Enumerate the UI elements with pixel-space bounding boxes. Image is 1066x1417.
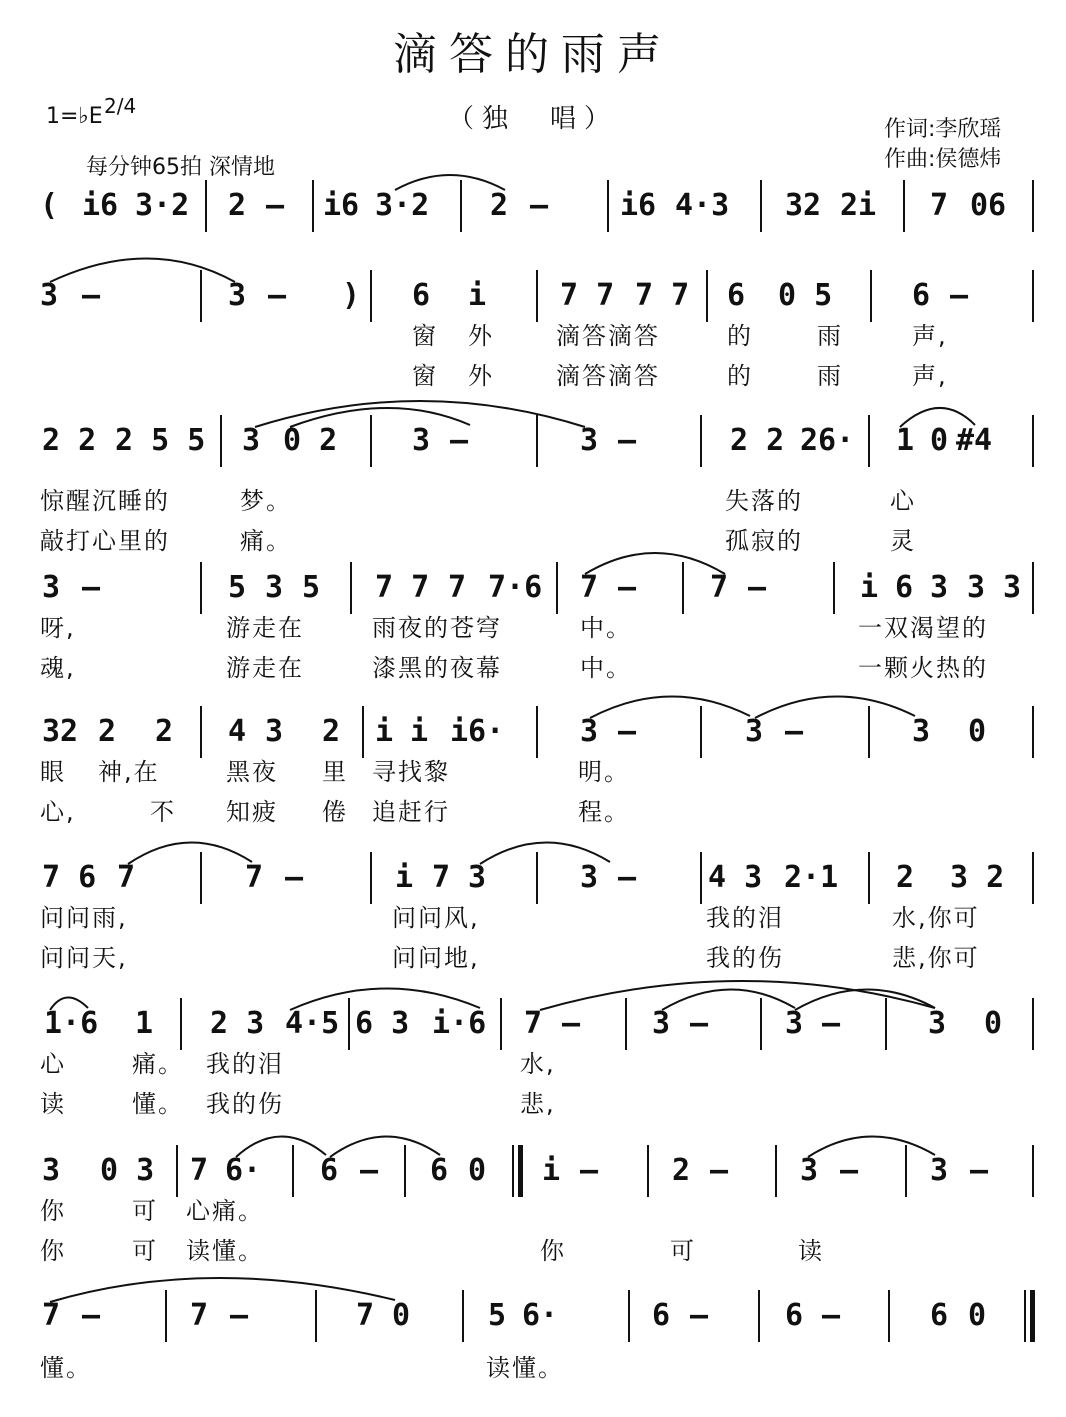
lyric: 读懂。 [186, 1237, 264, 1265]
note: 0 [930, 423, 949, 458]
barline [885, 998, 887, 1050]
barline [315, 1290, 317, 1342]
final-barline-thin [1024, 1290, 1026, 1342]
note: 2i [840, 188, 877, 223]
staff-system-1 [0, 180, 1066, 240]
note: 7 [190, 1298, 209, 1333]
lyric: 读 [40, 1090, 66, 1118]
lyric: 的 [727, 362, 753, 390]
note: – [822, 1006, 841, 1041]
lyric: 的 [727, 322, 753, 350]
note: – [562, 1006, 581, 1041]
note: 6 [785, 1298, 804, 1333]
note: 06 [970, 188, 1007, 223]
lyric: 心 [40, 1050, 66, 1078]
note: – [690, 1298, 709, 1333]
note: i6 [82, 188, 119, 223]
note: – [580, 1153, 599, 1188]
lyric: 漆黑的夜幕 [372, 654, 502, 682]
note: – [840, 1153, 859, 1188]
lyric: 里 [322, 758, 348, 786]
lyric: 问问雨, [40, 904, 128, 932]
note: 3 [745, 714, 764, 749]
note: – [618, 714, 637, 749]
lyric: 惊醒沉睡的 [40, 487, 170, 515]
barline [556, 562, 558, 614]
note: i [468, 278, 487, 313]
note: – [360, 1153, 379, 1188]
lyricist-credit: 作词:李欣瑶 [884, 117, 1002, 142]
barline [200, 270, 202, 322]
note: 26· [800, 423, 855, 458]
note: 6 [652, 1298, 671, 1333]
note: – [530, 188, 549, 223]
note: 2 [490, 188, 509, 223]
barline [292, 1145, 294, 1197]
tempo-marking: 每分钟65拍 深情地 [86, 155, 275, 180]
repeat-barline-thick [518, 1145, 523, 1197]
lyric: 滴答滴答 [556, 362, 660, 390]
lyric: 可 [670, 1237, 696, 1265]
note: 7 [245, 860, 264, 895]
note: 2 2 [42, 423, 97, 458]
staff-system-8 [0, 1145, 1066, 1275]
staff-system-6 [0, 852, 1066, 982]
lyric: 懂。 [132, 1090, 184, 1118]
lyric: 我的泪 [706, 904, 784, 932]
barline [682, 562, 684, 614]
lyric: 我的伤 [706, 944, 784, 972]
barline [1032, 706, 1034, 758]
barline [370, 852, 372, 904]
note: 1 [135, 1006, 154, 1041]
slur-marks [0, 180, 1066, 240]
lyric: 黑夜 [226, 758, 278, 786]
note: i6 [620, 188, 657, 223]
note: 2 2 [730, 423, 785, 458]
note: – [230, 1298, 249, 1333]
note: 2 [98, 714, 117, 749]
lyric: 心 [890, 487, 916, 515]
lyric: 滴答滴答 [556, 322, 660, 350]
note: 0 2 [283, 423, 338, 458]
note: 6 [412, 278, 431, 313]
note: 3 [930, 1153, 949, 1188]
note: – [690, 1006, 709, 1041]
note: 1·6 [44, 1006, 99, 1041]
lyric: 游走在 [226, 654, 304, 682]
note: 3 [412, 423, 431, 458]
note: 3 [652, 1006, 671, 1041]
note: 3 [265, 714, 284, 749]
lyric: 声, [912, 362, 948, 390]
lyric: 懂。 [40, 1354, 92, 1382]
barline [1032, 998, 1034, 1050]
note: 6· [522, 1298, 559, 1333]
lyric: 寻找黎 [372, 758, 450, 786]
barline [888, 1290, 890, 1342]
note: 3 [800, 1153, 819, 1188]
note: 0 [984, 1006, 1003, 1041]
lyric: 读 [798, 1237, 824, 1265]
barline [868, 415, 870, 467]
note: 7 [190, 1153, 209, 1188]
lyric: 痛。 [132, 1050, 184, 1078]
note: 0 3 [100, 1153, 155, 1188]
lyric: 眼 [40, 758, 66, 786]
note: i6· [450, 714, 505, 749]
note: – [785, 714, 804, 749]
barline [536, 852, 538, 904]
barline [200, 562, 202, 614]
lyric: 读懂。 [486, 1354, 564, 1382]
note: 4 3 [708, 860, 763, 895]
note: – [710, 1153, 729, 1188]
note: 6 [930, 1298, 949, 1333]
note: – [82, 570, 101, 605]
note: 7 7 [560, 278, 615, 313]
lyric: 游走在 [226, 614, 304, 642]
song-title: 滴答的雨声 [393, 29, 673, 80]
staff-system-2 [0, 270, 1066, 400]
note: 3 [580, 714, 599, 749]
lyric: 你 [40, 1197, 66, 1225]
lyric: 失落的 [725, 487, 803, 515]
note: 7 [524, 1006, 543, 1041]
lyric: 问问风, [392, 904, 480, 932]
lyric: 可 [132, 1237, 158, 1265]
note: 3 [40, 278, 59, 313]
barline [700, 852, 702, 904]
lyric: 明。 [578, 758, 630, 786]
barline [760, 998, 762, 1050]
note: 6 [430, 1153, 449, 1188]
barline [700, 415, 702, 467]
lyric: 可 [132, 1197, 158, 1225]
note: 6 [727, 278, 746, 313]
staff-system-9 [0, 1290, 1066, 1400]
note: 7 [448, 570, 467, 605]
lyric: 神,在 [98, 758, 160, 786]
note: 6· [225, 1153, 262, 1188]
barline [370, 270, 372, 322]
time-signature: 2/4 [104, 94, 137, 118]
note: 6 3 [355, 1006, 410, 1041]
barline [868, 706, 870, 758]
barline [625, 998, 627, 1050]
barline [1032, 270, 1034, 322]
lyric: 心痛。 [186, 1197, 264, 1225]
note: 2 [672, 1153, 691, 1188]
note: – [822, 1298, 841, 1333]
note: 1 [896, 423, 915, 458]
note: 3 [580, 423, 599, 458]
key-signature: 1=♭E [46, 104, 103, 129]
note: 6 [320, 1153, 339, 1188]
note: – [266, 188, 285, 223]
note: 3·2 [375, 188, 430, 223]
note: 6 [912, 278, 931, 313]
note: #4 [956, 423, 993, 458]
lyric: 孤寂的 [725, 527, 803, 555]
note: – [285, 860, 304, 895]
note: i [375, 714, 394, 749]
staff-system-7 [0, 998, 1066, 1128]
note: 0 [968, 714, 987, 749]
note: 7 [356, 1298, 375, 1333]
lyric: 问问天, [40, 944, 128, 972]
barline [775, 1145, 777, 1197]
staff-system-3 [0, 415, 1066, 555]
barline [536, 706, 538, 758]
note: 7 7 [635, 278, 690, 313]
note: 4·5 [285, 1006, 340, 1041]
note: 0 [468, 1153, 487, 1188]
lyric: 程。 [578, 798, 630, 826]
lyric: 中。 [580, 614, 632, 642]
lyric: 心, [40, 798, 76, 826]
note: – [268, 278, 287, 313]
note: – [618, 423, 637, 458]
barline [350, 562, 352, 614]
note: i [860, 570, 879, 605]
lyric: 窗 [412, 322, 438, 350]
note: – [950, 278, 969, 313]
barline [700, 706, 702, 758]
lyric: 灵 [890, 527, 916, 555]
note: – [618, 570, 637, 605]
note: 3 [228, 278, 247, 313]
note: i6 [323, 188, 360, 223]
lyric: 窗 [412, 362, 438, 390]
lyric: 痛。 [240, 527, 292, 555]
lyric: 呀, [40, 614, 76, 642]
barline [370, 415, 372, 467]
note: 3 [242, 423, 261, 458]
note: 3 [468, 860, 487, 895]
note: i·6 [432, 1006, 487, 1041]
note: 0 [392, 1298, 411, 1333]
lyric: 水,你可 [892, 904, 980, 932]
note: 0 [968, 1298, 987, 1333]
note: 4 [228, 714, 247, 749]
note: 0 5 [778, 278, 833, 313]
barline [536, 270, 538, 322]
note: 3 [967, 570, 986, 605]
lyric: 水, [520, 1050, 556, 1078]
lyric: 一双渴望的 [858, 614, 988, 642]
barline [706, 270, 708, 322]
barline [868, 852, 870, 904]
lyric: 敲打心里的 [40, 527, 170, 555]
repeat-barline [512, 1145, 514, 1197]
note: 3 [785, 1006, 804, 1041]
note: i [542, 1153, 561, 1188]
note: 2 5 5 [115, 423, 206, 458]
barline [362, 706, 364, 758]
lyric: 雨夜的苍穹 [372, 614, 502, 642]
barline [1032, 415, 1034, 467]
barline [905, 1145, 907, 1197]
final-barline-thick [1030, 1290, 1035, 1342]
lyric: 雨 [817, 322, 843, 350]
lyric: 问问地, [392, 944, 480, 972]
lyric: 知疲 [226, 798, 278, 826]
note: 7 6 [42, 860, 97, 895]
lyric: 悲,你可 [892, 944, 980, 972]
note: 2 [322, 714, 341, 749]
note: 3 [928, 1006, 947, 1041]
barline [165, 1290, 167, 1342]
barline [536, 415, 538, 467]
note: 3 [912, 714, 931, 749]
lyric: 雨 [817, 362, 843, 390]
barline [758, 1290, 760, 1342]
note: 3 [1003, 570, 1022, 605]
lyric: 追赶行 [372, 798, 450, 826]
staff-system-4 [0, 562, 1066, 692]
composer-credit: 作曲:侯德炜 [884, 147, 1002, 172]
note: 7 [710, 570, 729, 605]
barline [647, 1145, 649, 1197]
lyric: 中。 [580, 654, 632, 682]
lyric: 梦。 [240, 487, 292, 515]
lyric: 我的泪 [206, 1050, 284, 1078]
note: i [410, 714, 429, 749]
note: 3·2 [135, 188, 190, 223]
note: i [395, 860, 414, 895]
lyric: 不 [150, 798, 176, 826]
note: 7 [580, 570, 599, 605]
barline [1032, 852, 1034, 904]
note: 7 [42, 1298, 61, 1333]
note: ) [342, 278, 361, 313]
barline [462, 1290, 464, 1342]
note: 3 2 [950, 860, 1005, 895]
lyric: 一颗火热的 [858, 654, 988, 682]
note: ( [40, 188, 59, 223]
note: 3 [580, 860, 599, 895]
barline [1032, 562, 1034, 614]
barline [500, 998, 502, 1050]
note: 3 [42, 1153, 61, 1188]
note: 2·1 [784, 860, 839, 895]
performance-subtitle: （独 唱） [447, 104, 618, 134]
barline [180, 998, 182, 1050]
barline [628, 1290, 630, 1342]
note: 7 [117, 860, 136, 895]
note: 2 [228, 188, 247, 223]
lyric: 声, [912, 322, 948, 350]
barline [833, 562, 835, 614]
barline [1032, 1145, 1034, 1197]
note: 2 [896, 860, 915, 895]
barline [200, 852, 202, 904]
note: 6 [895, 570, 914, 605]
note: – [970, 1153, 989, 1188]
note: – [450, 423, 469, 458]
note: 7 7 [375, 570, 430, 605]
lyric: 悲, [520, 1090, 556, 1118]
barline [200, 706, 202, 758]
note: 4·3 [675, 188, 730, 223]
note: 3 [930, 570, 949, 605]
barline [176, 1145, 178, 1197]
staff-system-5 [0, 706, 1066, 836]
note: 5 [302, 570, 321, 605]
barline [348, 998, 350, 1050]
note: 2 [155, 714, 174, 749]
lyric: 倦 [322, 798, 348, 826]
note: 7 [930, 188, 949, 223]
note: 32 [42, 714, 79, 749]
note: 32 [785, 188, 822, 223]
note: 3 [265, 570, 284, 605]
note: – [82, 278, 101, 313]
barline [220, 415, 222, 467]
note: 5 [488, 1298, 507, 1333]
note: – [618, 860, 637, 895]
lyric: 我的伤 [206, 1090, 284, 1118]
note: 3 [42, 570, 61, 605]
barline [870, 270, 872, 322]
lyric: 外 [468, 322, 494, 350]
note: 7 [432, 860, 451, 895]
lyric: 你 [540, 1237, 566, 1265]
lyric: 外 [468, 362, 494, 390]
lyric: 你 [40, 1237, 66, 1265]
note: 5 [228, 570, 247, 605]
note: – [748, 570, 767, 605]
note: 2 3 [210, 1006, 265, 1041]
barline [404, 1145, 406, 1197]
lyric: 魂, [40, 654, 76, 682]
note: – [82, 1298, 101, 1333]
note: 7·6 [488, 570, 543, 605]
